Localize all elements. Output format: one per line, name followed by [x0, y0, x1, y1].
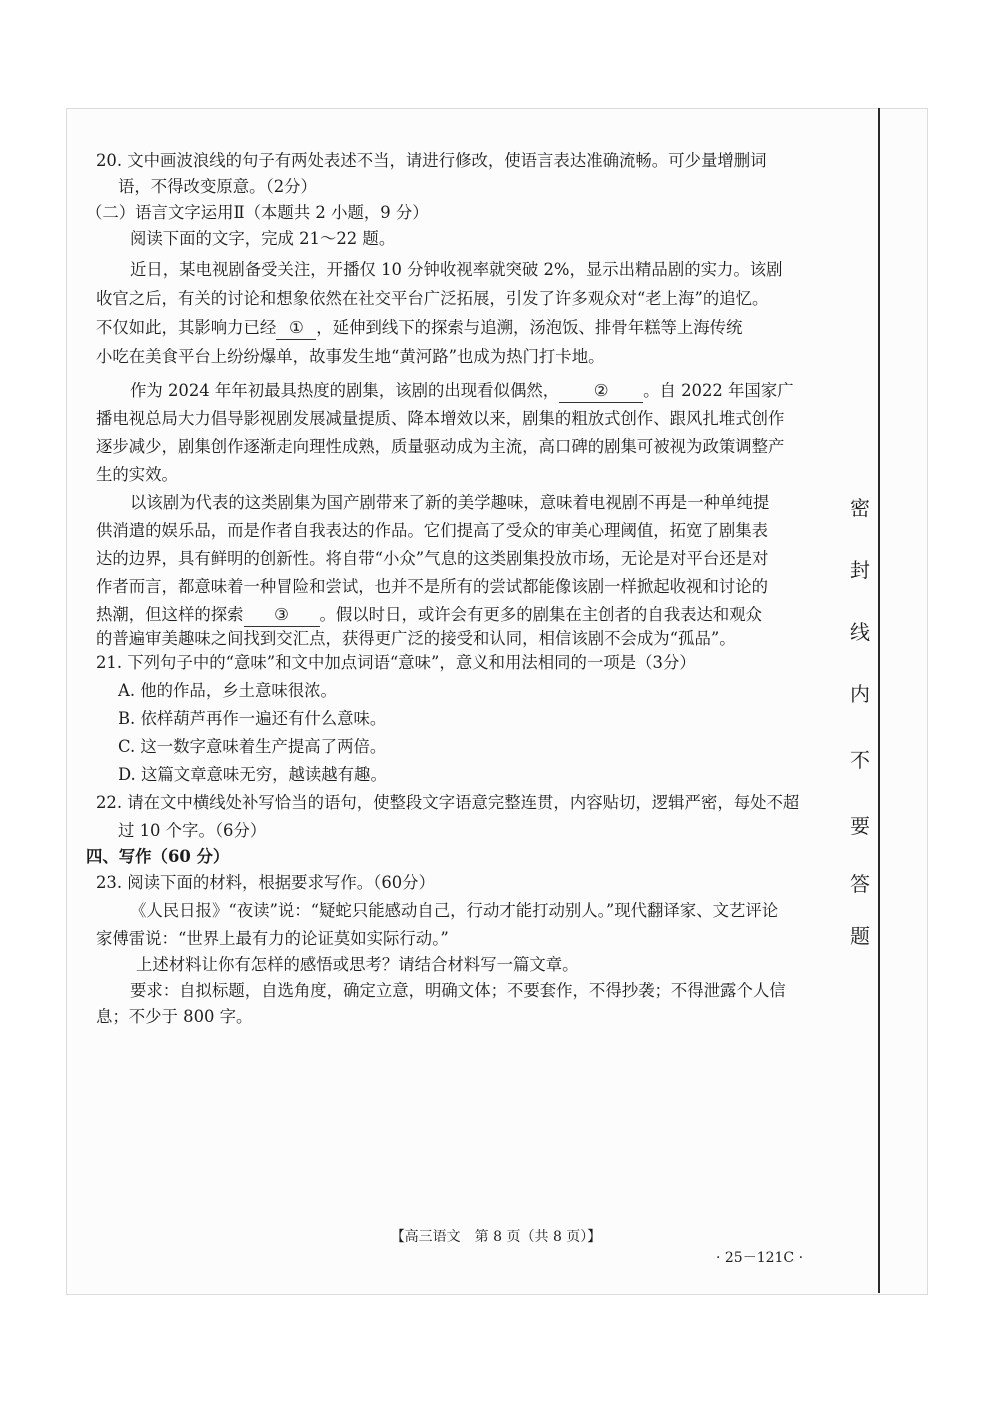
- passage-p2-l2: 播电视总局大力倡导影视剧发展减量提质、降本增效以来，剧集的粗放式创作、跟风扎堆式创作: [96, 409, 785, 428]
- q21-option-d: D. 这篇文章意味无穷，越读越有趣。: [118, 765, 387, 784]
- passage-p3-l6: 的普遍审美趣味之间找到交汇点，获得更广泛的接受和认同，相信该剧不会成为“孤品”。: [96, 629, 736, 648]
- passage-p1-l3-start: 不仅如此，其影响力已经: [96, 318, 277, 337]
- passage-p1-l3: [96, 317, 742, 340]
- q23-material-l1: 《人民日报》“夜读”说：“疑蛇只能感动自己，行动才能打动别人。”现代翻译家、文艺评论: [130, 901, 779, 920]
- seal-char: 要: [850, 814, 870, 838]
- q21-option-a: A. 他的作品，乡土意味很浓。: [118, 681, 337, 700]
- q22-line-1: 22. 请在文中横线处补写恰当的语句，使整段文字语意完整连贯，内容贴切，逻辑严密，每处不超: [96, 793, 800, 812]
- q21-option-b: B. 依样葫芦再作一遍还有什么意味。: [118, 709, 387, 728]
- section2-heading: （二）语言文字运用Ⅱ（本题共 2 小题，9 分）: [86, 203, 429, 222]
- passage-p2-l1-start: 作为 2024 年年初最具热度的剧集，该剧的出现看似偶然，: [130, 381, 560, 400]
- blank-2: ②: [559, 380, 643, 403]
- binding-margin-line: [878, 108, 880, 1293]
- passage-p3-l5: [96, 604, 762, 627]
- q23-requirement-l2: 息；不少于 800 字。: [96, 1007, 253, 1026]
- seal-char: 线: [850, 620, 870, 644]
- passage-p1-l3-end: ，延伸到线下的探索与追溯，汤泡饭、排骨年糕等上海传统: [316, 318, 743, 337]
- passage-p3-l1: 以该剧为代表的这类剧集为国产剧带来了新的美学趣味，意味着电视剧不再是一种单纯提: [130, 493, 770, 512]
- passage-p2-l4: 生的实效。: [96, 465, 178, 484]
- seal-char: 密: [850, 496, 870, 520]
- passage-p2-l1: [130, 380, 794, 403]
- page-footer: 【高三语文 第 8 页（共 8 页）】: [390, 1229, 602, 1245]
- q22-line-2: 过 10 个字。（6分）: [118, 821, 267, 840]
- blank-1: ①: [276, 317, 316, 340]
- q20-line-2: 语，不得改变原意。（2分）: [118, 177, 317, 196]
- passage-p2-l1-end: 。自 2022 年国家广: [643, 381, 794, 400]
- seal-char: 内: [850, 682, 870, 706]
- seal-char: 题: [850, 924, 870, 948]
- q23-material-l2: 家傅雷说：“世界上最有力的论证莫如实际行动。”: [96, 929, 449, 948]
- seal-char: 不: [850, 748, 870, 772]
- q21-stem: 21. 下列句子中的“意味”和文中加点词语“意味”，意义和用法相同的一项是（3分）: [96, 653, 696, 672]
- seal-char: 封: [850, 558, 870, 582]
- passage-p3-l5-start: 热潮，但这样的探索: [96, 605, 244, 624]
- passage-p1-l1: 近日，某电视剧备受关注，开播仅 10 分钟收视率就突破 2%，显示出精品剧的实力。该剧: [130, 260, 783, 279]
- passage-p3-l3: 达的边界，具有鲜明的创新性。将自带“小众”气息的这类剧集投放市场，无论是对平台还是对: [96, 549, 769, 568]
- section2-intro: 阅读下面的文字，完成 21～22 题。: [130, 229, 396, 248]
- passage-p2-l3: 逐步减少，剧集创作逐渐走向理性成熟，质量驱动成为主流，高口碑的剧集可被视为政策调整产: [96, 437, 785, 456]
- q23-requirement-l1: 要求：自拟标题，自选角度，确定立意，明确文体；不要套作，不得抄袭；不得泄露个人信: [130, 981, 786, 1000]
- passage-p3-l4: 作者而言，都意味着一种冒险和尝试，也并不是所有的尝试都能像该剧一样掀起收视和讨论的: [96, 577, 769, 596]
- exam-code: · 25－121C ·: [716, 1250, 804, 1266]
- q23-material-l3: 上述材料让你有怎样的感悟或思考？请结合材料写一篇文章。: [136, 955, 579, 974]
- q20-line-1: 20. 文中画波浪线的句子有两处表述不当，请进行修改，使语言表达准确流畅。可少量增删词: [96, 151, 767, 170]
- passage-p3-l2: 供消遣的娱乐品，而是作者自我表达的作品。它们提高了受众的审美心理阈值，拓宽了剧集表: [96, 521, 769, 540]
- q23-stem: 23. 阅读下面的材料，根据要求写作。（60分）: [96, 873, 435, 892]
- blank-3: ③: [244, 604, 320, 627]
- passage-p1-l4: 小吃在美食平台上纷纷爆单，故事发生地“黄河路”也成为热门打卡地。: [96, 347, 605, 366]
- passage-p3-l5-end: 。假以时日，或许会有更多的剧集在主创者的自我表达和观众: [319, 605, 763, 624]
- q21-option-c: C. 这一数字意味着生产提高了两倍。: [118, 737, 387, 756]
- section4-heading: 四、写作（60 分）: [86, 847, 230, 866]
- seal-char: 答: [850, 872, 870, 896]
- passage-p1-l2: 收官之后，有关的讨论和想象依然在社交平台广泛拓展，引发了许多观众对“老上海”的追忆。: [96, 289, 769, 308]
